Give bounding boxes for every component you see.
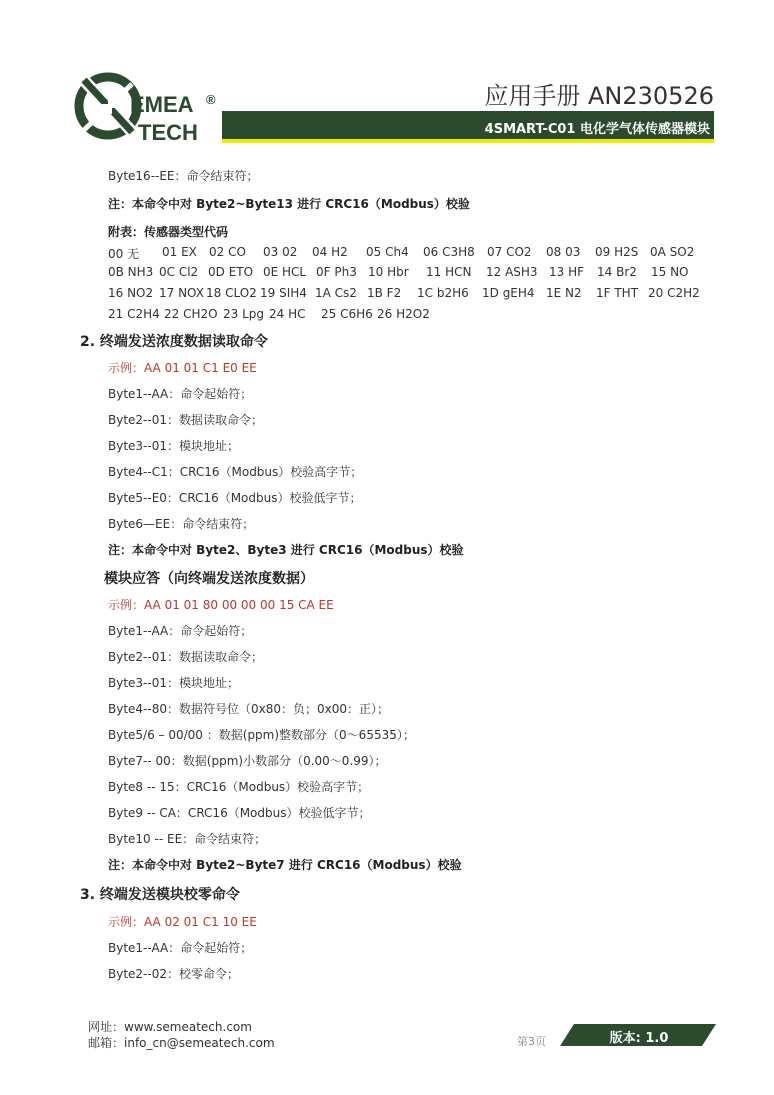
response-byte-line: Byte8 -- 15：CRC16（Modbus）校验高字节； <box>108 780 370 794</box>
code-cell: 1A Cs2 <box>315 286 357 300</box>
footer-website: 网址：www.semeatech.com <box>88 1020 252 1034</box>
code-cell: 00 无 <box>108 247 140 261</box>
response-heading: 模块应答（向终端发送浓度数据） <box>104 571 314 587</box>
code-cell: 03 02 <box>263 245 298 259</box>
code-cell: 23 Lpg <box>223 307 265 321</box>
code-cell: 14 Br2 <box>597 265 637 279</box>
zero-command-line: Byte2--02：校零命令； <box>108 967 239 981</box>
code-cell: 1D gEH4 <box>482 286 535 300</box>
code-cell: 21 C2H4 <box>108 307 160 321</box>
code-cell: 10 Hbr <box>368 265 409 279</box>
command-byte-line: Byte3--01：模块地址； <box>108 439 239 453</box>
code-cell: 0E HCL <box>263 265 307 279</box>
registered-mark: ® <box>206 92 216 107</box>
byte16-line: Byte16--EE：命令结束符； <box>108 169 259 183</box>
command-byte-line: Byte1--AA：命令起始符； <box>108 387 253 401</box>
command-byte-line: Byte4--C1：CRC16（Modbus）校验高字节； <box>108 465 363 479</box>
section-2-note: 注：本命令中对 Byte2、Byte3 进行 CRC16（Modbus）校验 <box>108 543 464 557</box>
response-example: 示例：AA 01 01 80 00 00 00 15 CA EE <box>108 598 334 612</box>
crc-note: 注：本命令中对 Byte2~Byte13 进行 CRC16（Modbus）校验 <box>108 197 470 211</box>
code-cell: 1B F2 <box>367 286 402 300</box>
logo-text-emea: EMEA <box>130 92 194 117</box>
document-title: 应用手册 AN230526 <box>484 82 714 110</box>
code-cell: 15 NO <box>651 265 689 279</box>
code-cell: 09 H2S <box>595 245 639 259</box>
response-byte-line: Byte5/6 – 00/00 ：数据(ppm)整数部分（0～65535）； <box>108 728 415 742</box>
code-cell: 19 SIH4 <box>260 286 307 300</box>
code-cell: 0B NH3 <box>108 265 154 279</box>
code-cell: 06 C3H8 <box>423 245 475 259</box>
code-cell: 1E N2 <box>546 286 582 300</box>
document-subtitle: 4SMART-C01 电化学气体传感器模块 <box>484 122 710 137</box>
title-band-accent <box>222 139 714 143</box>
response-byte-line: Byte3--01：模块地址； <box>108 676 239 690</box>
command-byte-line: Byte2--01：数据读取命令； <box>108 413 263 427</box>
page-number: 第3页 <box>517 1035 546 1048</box>
response-byte-line: Byte7-- 00：数据(ppm)小数部分（0.00～0.99）； <box>108 754 387 768</box>
code-cell: 13 HF <box>549 265 585 279</box>
code-cell: 25 C6H6 <box>321 307 373 321</box>
code-cell: 01 EX <box>162 245 197 259</box>
response-byte-line: Byte4--80：数据符号位（0x80：负；0x00：正）； <box>108 702 389 716</box>
section-3-example: 示例：AA 02 01 C1 10 EE <box>108 915 257 929</box>
code-cell: 24 HC <box>269 307 306 321</box>
version-label: 版本: 1.0 <box>609 1031 669 1046</box>
code-cell: 22 CH2O <box>164 307 218 321</box>
code-cell: 07 CO2 <box>487 245 532 259</box>
section-3-heading: 3. 终端发送模块校零命令 <box>80 887 240 903</box>
code-cell: 16 NO2 <box>108 286 154 300</box>
code-cell: 20 C2H2 <box>648 286 700 300</box>
section-2-heading: 2. 终端发送浓度数据读取命令 <box>80 334 268 350</box>
response-byte-line: Byte1--AA：命令起始符； <box>108 624 253 638</box>
code-cell: 0C Cl2 <box>159 265 199 279</box>
code-cell: 1C b2H6 <box>417 286 469 300</box>
code-cell: 1F THT <box>596 286 639 300</box>
sensor-code-table-title: 附表：传感器类型代码 <box>108 225 229 239</box>
code-cell: 11 HCN <box>426 265 472 279</box>
code-cell: 0D ETO <box>208 265 254 279</box>
response-byte-line: Byte9 -- CA：CRC16（Modbus）校验低字节； <box>108 806 371 820</box>
code-cell: 08 03 <box>546 245 581 259</box>
command-byte-line: Byte6—EE：命令结束符； <box>108 517 255 531</box>
response-note: 注：本命令中对 Byte2~Byte7 进行 CRC16（Modbus）校验 <box>108 858 462 872</box>
company-logo <box>74 68 226 150</box>
logo-text-tech: TECH <box>138 120 198 145</box>
command-byte-line: Byte5--E0：CRC16（Modbus）校验低字节； <box>108 491 362 505</box>
code-cell: 17 NOX <box>159 286 204 300</box>
code-cell: 26 H2O2 <box>377 307 430 321</box>
code-cell: 0F Ph3 <box>316 265 357 279</box>
code-cell: 04 H2 <box>312 245 348 259</box>
response-byte-line: Byte2--01：数据读取命令； <box>108 650 263 664</box>
footer-email: 邮箱：info_cn@semeatech.com <box>88 1036 275 1050</box>
code-cell: 12 ASH3 <box>486 265 538 279</box>
code-cell: 02 CO <box>209 245 246 259</box>
code-cell: 0A SO2 <box>650 245 695 259</box>
zero-command-line: Byte1--AA：命令起始符； <box>108 941 253 955</box>
code-cell: 05 Ch4 <box>366 245 409 259</box>
response-byte-line: Byte10 -- EE：命令结束符； <box>108 832 267 846</box>
section-2-example: 示例：AA 01 01 C1 E0 EE <box>108 361 257 375</box>
code-cell: 18 CLO2 <box>206 286 257 300</box>
